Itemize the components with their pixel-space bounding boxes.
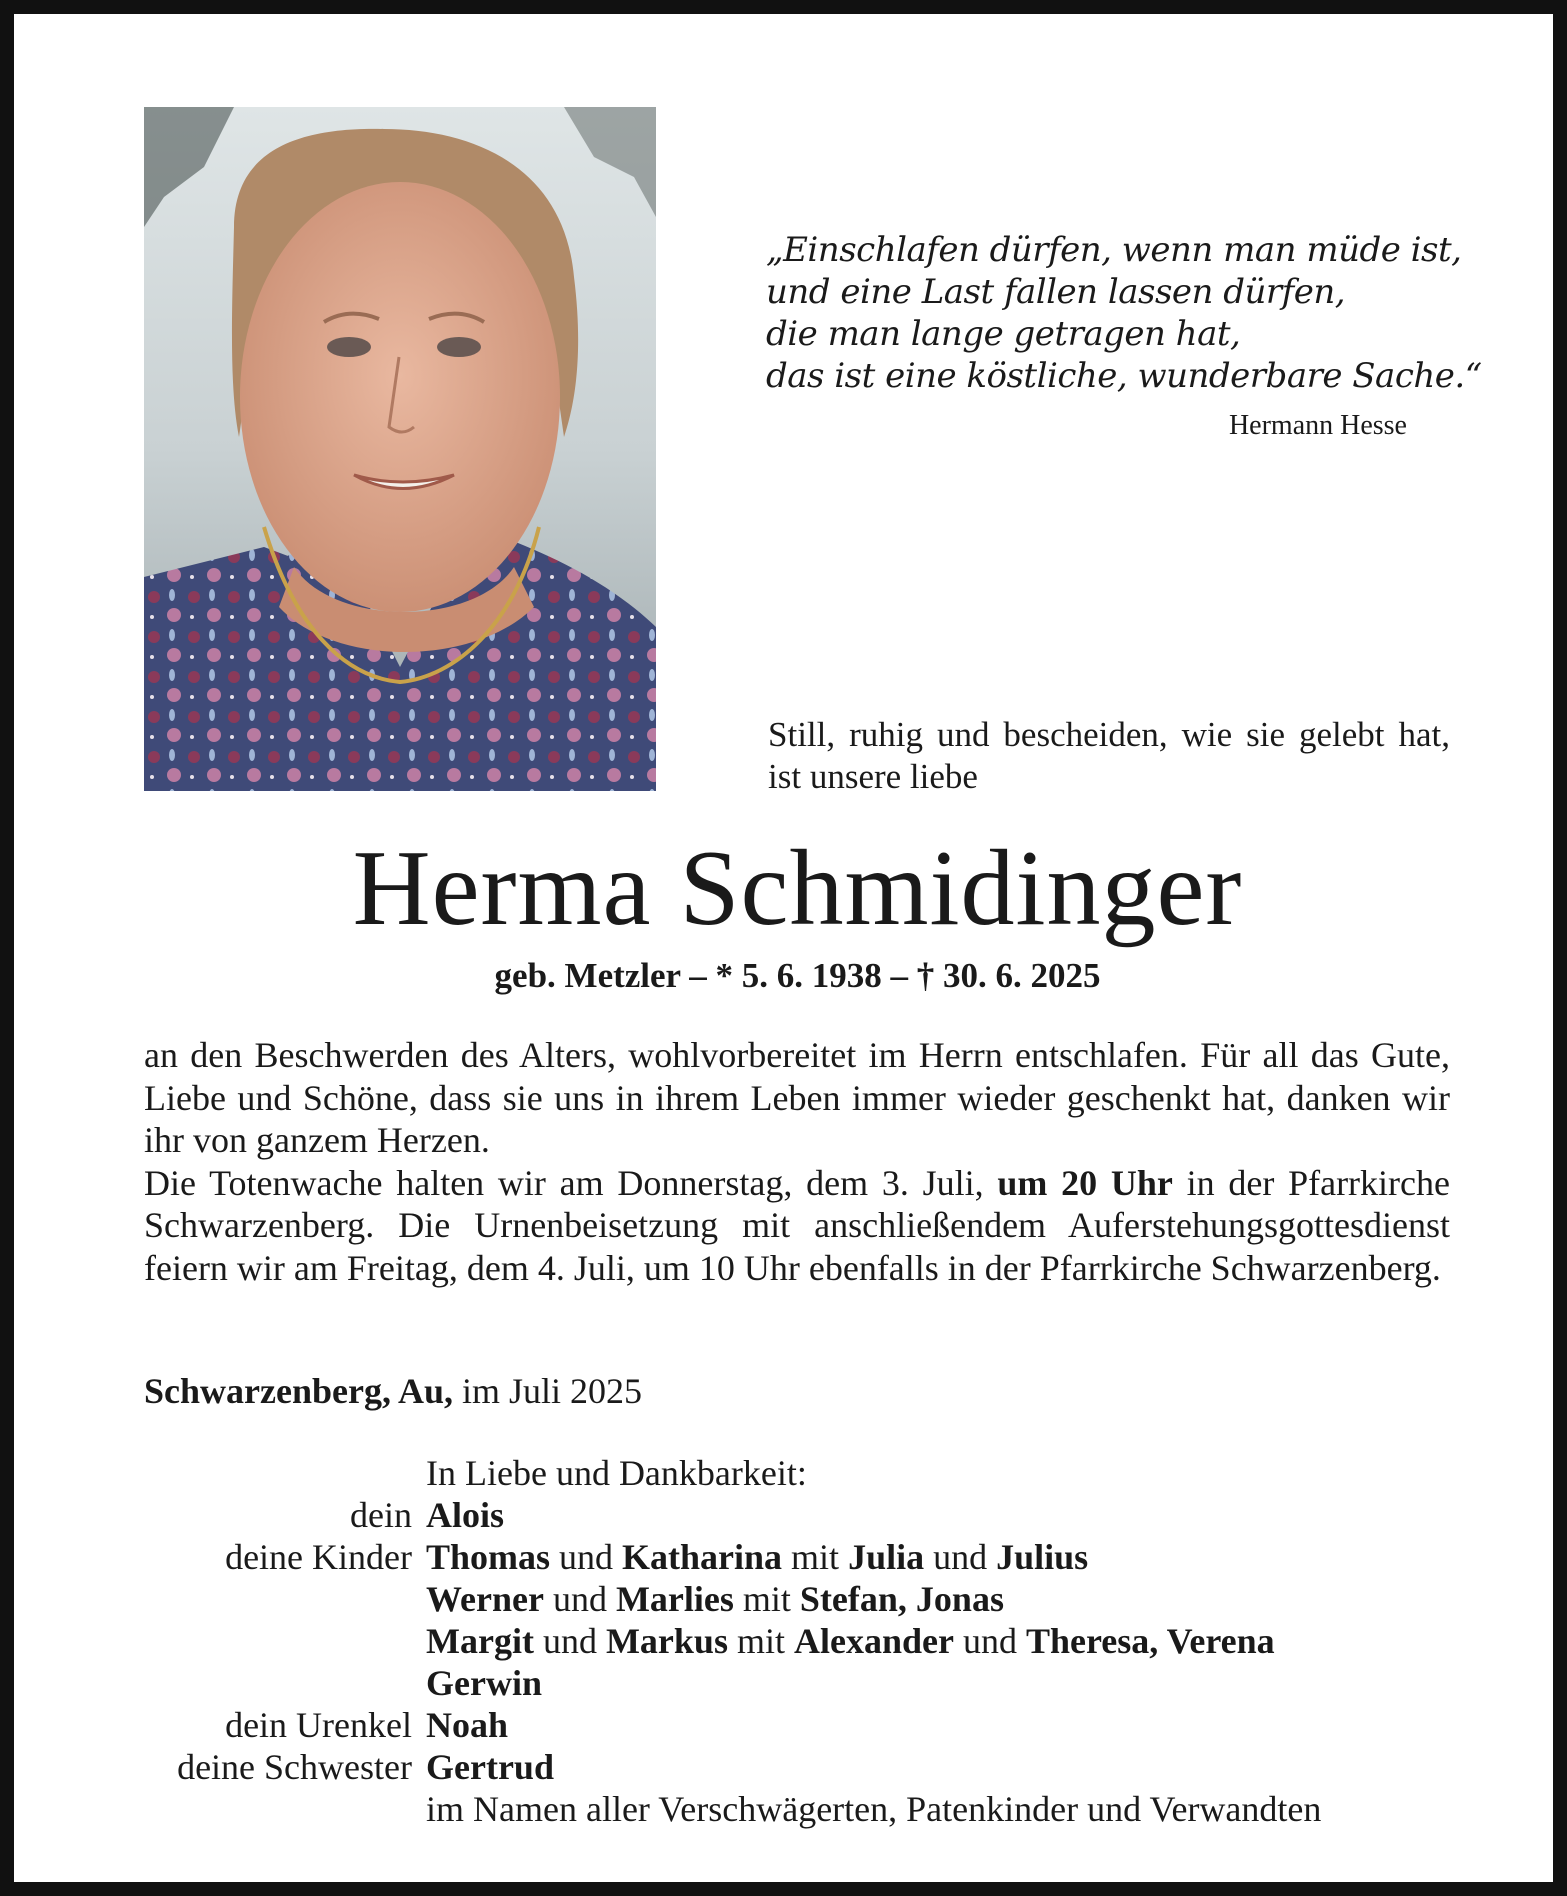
family-member-name: Julius [996, 1537, 1089, 1577]
family-connector: und [924, 1537, 997, 1577]
family-connector: und [953, 1621, 1026, 1661]
birth-death-dates: geb. Metzler – * 5. 6. 1938 – † 30. 6. 2025 [494, 956, 1101, 995]
ceremony-text-a: Die Totenwache halten wir am Donnerstag, dem 3. Juli, [144, 1162, 998, 1203]
family-names [426, 1494, 1484, 1536]
family-names [426, 1788, 1484, 1830]
family-connector: und [550, 1537, 623, 1577]
place-date [144, 1370, 642, 1412]
portrait-photo [144, 107, 656, 791]
family-member-name: Noah [426, 1705, 509, 1745]
ceremony-time: um 20 Uhr [997, 1162, 1173, 1203]
family-member-name: Gerwin [426, 1663, 542, 1703]
family-member-name: Alois [426, 1495, 505, 1535]
family-relation: deine Kinder [225, 1537, 412, 1577]
family-connector: mit [733, 1579, 800, 1619]
family-relation: dein [350, 1495, 412, 1535]
family-relation [144, 1788, 426, 1830]
family-row [144, 1494, 1484, 1536]
family-relation: dein Urenkel [225, 1705, 412, 1745]
family-heading-row [144, 1452, 1484, 1494]
family-row [144, 1746, 1484, 1788]
family-row [144, 1578, 1484, 1620]
family-connector: mit [727, 1621, 794, 1661]
family-row [144, 1662, 1484, 1704]
paragraph-thanks: an den Beschwerden des Alters, wohlvorbereitet im Herrn entschlafen. Für all das Gute, Liebe und Schöne, dass sie uns in ihrem Leben immer wieder geschenkt hat, danken wir ihr von ganzem Herzen. [144, 1035, 1450, 1160]
family-row [144, 1620, 1484, 1662]
family-connector: und [533, 1621, 606, 1661]
family-names [426, 1746, 1484, 1788]
family-member-name: Thomas [426, 1537, 551, 1577]
family-member-name: Werner [426, 1579, 544, 1619]
family-member-name: Gertrud [426, 1747, 554, 1787]
quote-line: die man lange getragen hat, [766, 314, 1241, 354]
family-row [144, 1536, 1484, 1578]
family-relation [144, 1620, 426, 1662]
place-name: Schwarzenberg, Au, [144, 1371, 453, 1411]
family-names [426, 1662, 1484, 1704]
paragraph-ceremony [144, 1162, 1450, 1290]
family-row [144, 1704, 1484, 1746]
announcement-body [144, 1034, 1450, 1289]
family-member-name: Margit [426, 1621, 534, 1661]
family-list [144, 1452, 1484, 1830]
portrait-image [144, 107, 656, 791]
family-member-name: Alexander [793, 1621, 954, 1661]
family-names [426, 1536, 1484, 1578]
intro-text: Still, ruhig und bescheiden, wie sie gelebt hat, ist unsere liebe [768, 715, 1450, 796]
family-member-name: Theresa, Verena [1025, 1621, 1275, 1661]
family-connector: im Namen aller Verschwägerten, Patenkinder und Verwandten [426, 1789, 1322, 1829]
place-date-text: im Juli 2025 [453, 1371, 643, 1411]
family-names [426, 1704, 1484, 1746]
family-member-name: Markus [605, 1621, 728, 1661]
quote-text [766, 229, 1482, 397]
family-member-name: Marlies [615, 1579, 734, 1619]
family-member-name: Katharina [622, 1537, 783, 1577]
quote-line: „Einschlafen dürfen, wenn man müde ist, [766, 230, 1462, 270]
quote-line: und eine Last fallen lassen dürfen, [766, 272, 1346, 312]
family-row [144, 1788, 1484, 1830]
deceased-name: Herma Schmidinger [352, 829, 1243, 948]
family-heading: In Liebe und Dankbarkeit: [426, 1453, 807, 1493]
family-member-name: Julia [848, 1537, 925, 1577]
family-connector: mit [782, 1537, 849, 1577]
family-names [426, 1578, 1484, 1620]
quote-author: Hermann Hesse [1228, 410, 1407, 441]
family-relation: deine Schwester [177, 1747, 412, 1787]
family-relation [144, 1662, 426, 1704]
family-connector: und [543, 1579, 616, 1619]
family-member-name: Stefan, Jonas [799, 1579, 1004, 1619]
family-relation [144, 1578, 426, 1620]
quote-line: das ist eine köstliche, wunderbare Sache.“ [766, 356, 1482, 396]
family-names [426, 1620, 1484, 1662]
ceremony-text-b: in der Pfarrkirche Schwarzenberg. Die Urnenbeisetzung mit anschließendem Auferstehungsgottesdienst feiern wir am Freitag, dem 4. Juli, um 10 Uhr ebenfalls in der Pfarrkirche Schwarzenberg. [144, 1162, 1450, 1288]
